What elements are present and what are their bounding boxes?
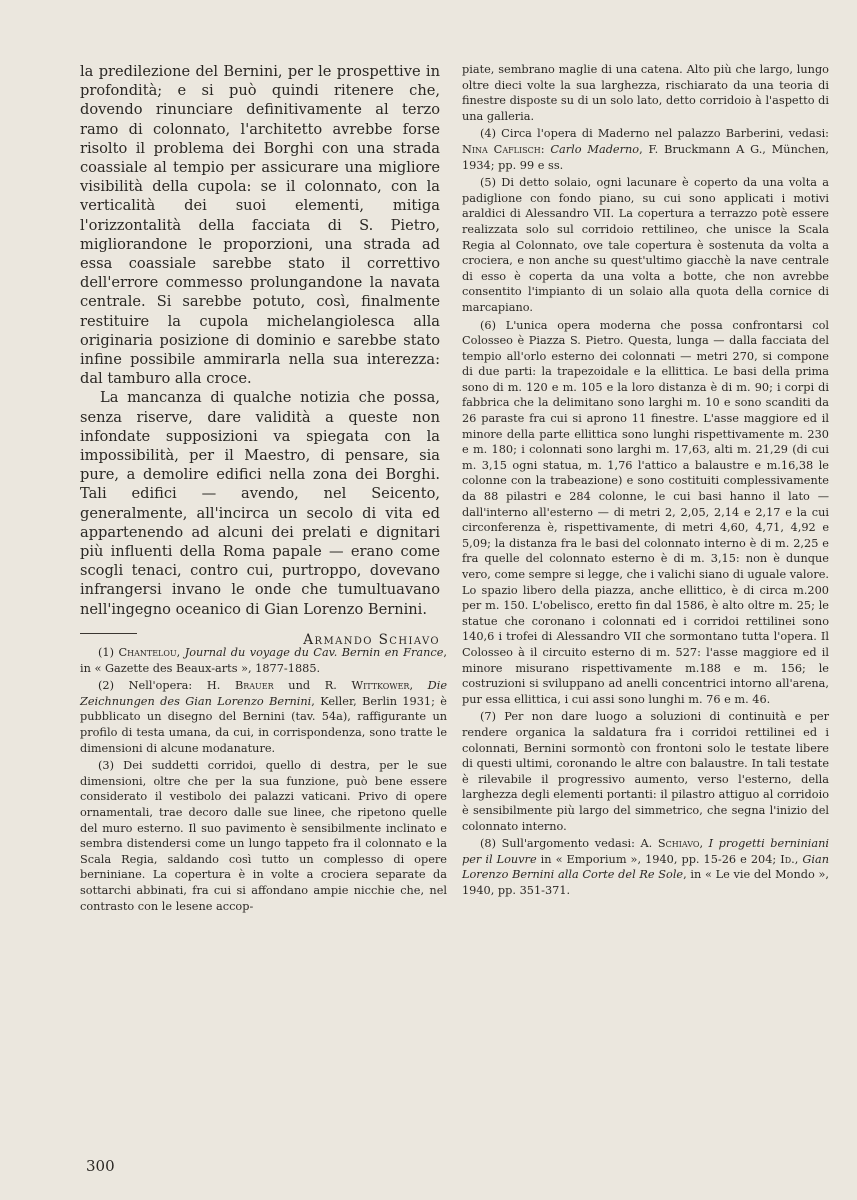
footnote-3: (3) Dei suddetti corridoi, quello di destra, per le sue dimensioni, oltre che per la sua funzione, può bene essere considerato il vestibolo dei palazzi vaticani. Privo di opere ornamentali, trae decoro dalle sue linee, che ripetono quelle del muro esterno. Il suo pavimento è sensibilmente inclinato e sembra distendersi come un lungo tappeto fra il colonnato e la Scala Regia, saldando così tutto un complesso di opere berniniane. La copertura è in volte a crociera separate da sottarchi abbinati, fra cui si affondano ampie nicchie che, nel contrasto con le lesene accop- bbox=[80, 759, 447, 913]
footnote-2: (2) Nell'opera: H. Brauer und R. Wittkower, Die Zeichnungen des Gian Lorenzo Bernini, Keller, Berlin 1931; è pubblicato un disegno del Bernini (tav. 54a), raffigurante un profilo di testa umana, da cui, in corrispondenza, sono tratte le dimensioni di alcune modanature. bbox=[80, 679, 448, 755]
footnote-5: (5) Di detto solaio, ogni lacunare è coperto da una volta a padiglione con fondo piano, su cui sono applicati i motivi araldici di Alessandro VII. La copertura a terrazzo potè essere realizzata solo sul corridoio rettilineo, che unisce la Scala Regia al Colonnato, ove tale copertura è sostenuta da volta a crociera, e non anche su quest'ultimo giacchè la nave centrale di esso è coperta da una volta a botte, che non avrebbe consentito l'impianto di un solaio alla quota della cornice di marcapiano. bbox=[462, 176, 829, 314]
footnote-8: (8) Sull'argomento vedasi: A. Schiavo, I progetti berniniani per il Louvre in « Emporium », 1940, pp. 15-26 e 204; Id., Gian Lorenzo Bernini alla Corte del Re Sole, in « Le vie del Mondo », 1940, pp. 351-371. bbox=[462, 837, 830, 897]
body-paragraph: La mancanza di qualche notizia che possa, senza riserve, dare validità a queste non infondate supposizioni va spiegata con la impossibilità, per il Maestro, di pensare, sia pure, a demolire edifici nella zona dei Borghi. Tali edifici — avendo, nel Seicento, generalmente, all'incirca un secolo di vita ed appartenendo ad alcuni dei prelati e dignitari più influenti della Roma papale — erano come scogli tenaci, contro cui, purtroppo, dovevano infrangersi invano le onde che tumultuavano nell'ingegno oceanico di Gian Lorenzo Bernini. bbox=[80, 389, 440, 618]
footnote-1: (1) Chantelou, Journal du voyage du Cav. Bernin en France, in « Gazette des Beaux-arts », 1877-1885. bbox=[80, 646, 447, 675]
main-text-column bbox=[80, 62, 440, 650]
footnote-7: (7) Per non dare luogo a soluzioni di continuità e per rendere organica la saldatura fra i corridoi rettilinei ed i colonnati, Bernini sormontò con frontoni solo le testate libere di questi ultimi, coronando le altre con balaustre. In tali testate è rilevabile il progressivo aumento, verso l'esterno, della larghezza degli elementi portanti: il pilastro attiguo al corridoio è sensibilmente più largo del simmetrico, che segna l'inizio del colonnato interno. bbox=[462, 710, 829, 833]
footnotes-left-column bbox=[80, 645, 447, 914]
author-signature: Armando Schiavo bbox=[303, 631, 440, 648]
footnote-divider bbox=[80, 633, 137, 634]
page-number: 300 bbox=[86, 1157, 115, 1175]
body-paragraph: la predilezione del Bernini, per le prospettive in profondità; e si può quindi ritenere che, dovendo rinunciare definitivamente al terzo ramo di colonnato, l'architetto avrebbe forse risolto il problema dei Borghi con una strada coassiale al tempio per assicurare una migliore visibilità della cupola: se il colonnato, con la verticalità dei suoi elementi, mitiga l'orizzontalità della facciata di S. Pietro, migliorandone le proporzioni, una strada ad essa coassiale sarebbe stato il correttivo dell'errore commesso prolungandone la navata centrale. Si sarebbe potuto, così, finalmente restituire la cupola michelangiolesca alla originaria posizione di dominio e sarebbe stato infine possibile ammirarla nella sua interezza: dal tamburo alla croce. bbox=[80, 63, 440, 388]
footnotes-right-column bbox=[462, 62, 829, 898]
footnote-4: (4) Circa l'opera di Maderno nel palazzo Barberini, vedasi: Nina Caflisch: Carlo Maderno, F. Bruckmann A G., München, 1934; pp. 99 e ss. bbox=[462, 127, 829, 172]
footnote-6: (6) L'unica opera moderna che possa confrontarsi col Colosseo è Piazza S. Pietro. Questa, lunga — dalla facciata del tempio all'orlo esterno dei colonnati — metri 270, si compone di due parti: la trapezoidale e la ellittica. Le basi della prima sono di m. 120 e m. 105 e la loro distanza è di m. 90; i corpi di fabbrica che la delimitano sono larghi m. 10 e sono scanditi da 26 paraste fra cui si aprono 11 finestre. L'asse maggiore ed il minore della parte ellittica sono lunghi rispettivamente m. 230 e m. 180; i colonnati sono larghi m. 17,63, alti m. 21,29 (di cui m. 3,15 ogni statua, m. 1,76 l'attico a balaustre e m.16,38 le colonne con la trabeazione) e sono costituiti complessivamente da 88 pilastri e 284 colonne, le cui basi hanno il lato — dall'interno all'esterno — di metri 2, 2,05, 2,14 e 2,17 e la cui circonferenza è, rispettivamente, di metri 4,60, 4,71, 4,92 e 5,09; la distanza fra le basi del colonnato interno è di m. 2,25 e fra quelle del colonnato esterno è di m. 3,15: non è dunque vero, come sempre si legge, che i valichi siano di uguale valore. Lo spazio libero della piazza, anche ellittico, è di circa m.200 per m. 150. L'obelisco, eretto fin dal 1586, è alto oltre m. 25; le statue che coronano i colonnati ed i corridoi rettilinei sono 140,6 i trofei di Alessandro VII che sormontano tutta l'opera. Il Colosseo à il circuito esterno di m. 527: l'asse maggiore ed il minore misurano rispettivamente m.188 e m. 156; le costruzioni si sviluppano ad anelli concentrici intorno all'arena, pur essa ellittica, i cui assi sono lunghi m. 76 e m. 46. bbox=[462, 318, 829, 706]
footnote-3-continued: piate, sembrano maglie di una catena. Alto più che largo, lungo oltre dieci volte la sua larghezza, rischiarato da una teoria di finestre disposte su di un solo lato, detto corridoio à l'aspetto di una galleria. bbox=[462, 63, 829, 123]
